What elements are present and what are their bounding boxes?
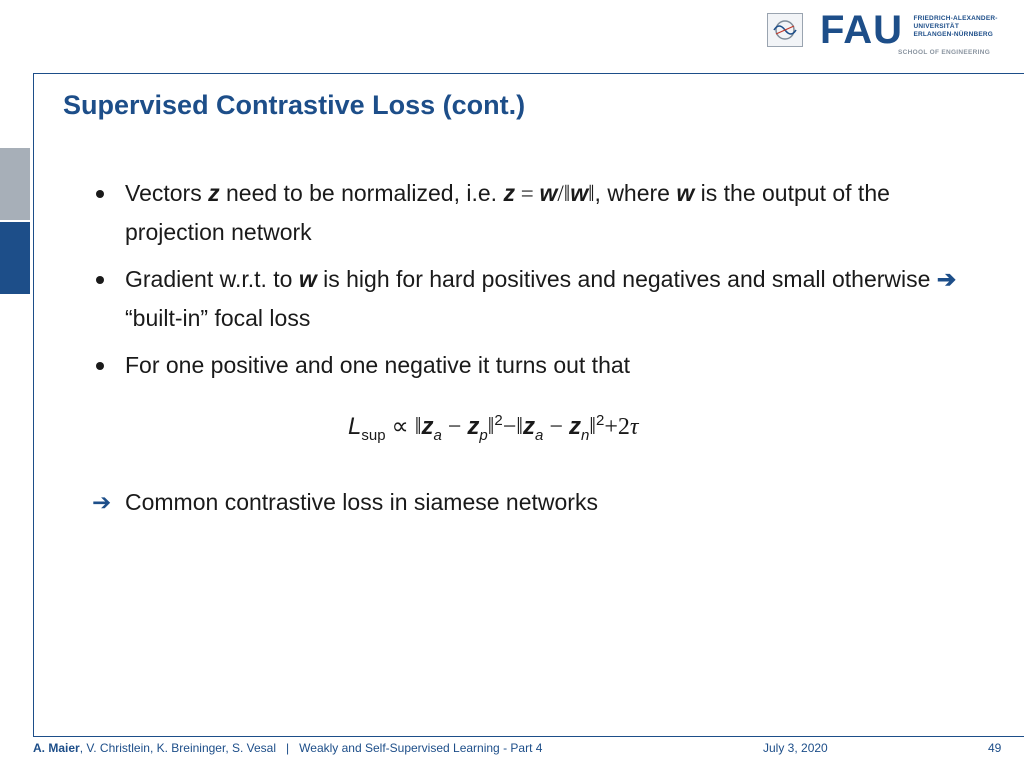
math-var-w: w (570, 180, 589, 206)
lecture-logo-icon (767, 13, 803, 47)
footer-coauthors: , V. Christlein, K. Breininger, S. Vesal (79, 741, 277, 755)
math-var-w: w (676, 180, 695, 206)
text-fragment: Gradient w.r.t. to (125, 266, 299, 292)
university-line-1: FRIEDRICH-ALEXANDER- (913, 15, 998, 22)
math-var-z: z (503, 180, 515, 206)
math-var-w: w (539, 180, 558, 206)
bullet-list (96, 174, 996, 393)
arrow-right-icon: ➔ (936, 266, 957, 292)
formula-z: z (467, 413, 480, 440)
school-name: SCHOOL OF ENGINEERING (898, 49, 991, 56)
university-line-2: UNIVERSITÄT (913, 23, 959, 30)
bullet-item-normalization (96, 174, 996, 252)
formula-z: z (568, 413, 581, 440)
arrow-right-icon: ➔ (92, 489, 112, 515)
text-fragment: Vectors (125, 180, 209, 206)
text-fragment: “built-in” focal loss (125, 305, 311, 331)
slide-title: Supervised Contrastive Loss (cont.) (63, 90, 526, 120)
formula-minus: −‖ (502, 414, 524, 440)
formula-superscript: 2 (494, 412, 503, 429)
formula-subscript: sup (361, 426, 386, 444)
footer-date: July 3, 2020 (763, 741, 828, 755)
footer (33, 741, 1013, 755)
footer-page-number: 49 (988, 741, 1002, 755)
math-norm-open: /‖ (557, 181, 571, 206)
formula-L: L (348, 413, 362, 440)
math-var-z: z (208, 180, 220, 206)
bullet-item-positive-negative (96, 346, 996, 385)
text-fragment: is the output of the projection network (125, 180, 890, 245)
bullet-item-gradient (96, 260, 996, 338)
fau-university-name (913, 15, 997, 39)
formula-minus: − (441, 414, 468, 440)
bullet-dot-icon (96, 190, 104, 198)
side-marker-blue (0, 222, 30, 294)
formula-subscript: a (535, 426, 544, 444)
formula-subscript: p (479, 426, 488, 444)
bullet-dot-icon (96, 276, 104, 284)
text-fragment: is high for hard positives and negatives and small otherwise (316, 266, 937, 292)
formula-plus: +2 (604, 414, 630, 440)
loss-formula (348, 412, 639, 444)
text-fragment: For one positive and one negative it turns out that (125, 352, 631, 378)
formula-norm-close: ‖ (589, 414, 597, 440)
conclusion-text: Common contrastive loss in siamese networks (125, 489, 598, 515)
conclusion-line (92, 486, 598, 518)
formula-z: z (523, 413, 536, 440)
slide-frame (33, 73, 1024, 737)
formula-tau: τ (629, 414, 639, 440)
formula-minus: − (543, 414, 569, 440)
footer-author: A. Maier (33, 741, 80, 755)
fau-logo-letters: FAU (820, 8, 903, 52)
formula-subscript: a (433, 426, 442, 444)
formula-proportional: ∝ ‖ (385, 414, 422, 440)
math-equals: = (514, 181, 540, 206)
bullet-dot-icon (96, 362, 104, 370)
formula-norm-close: ‖ (487, 414, 495, 440)
formula-superscript: 2 (596, 412, 605, 429)
footer-separator: | (286, 741, 290, 755)
side-marker-gray (0, 148, 30, 220)
text-fragment: need to be normalized, i.e. (219, 180, 504, 206)
formula-subscript: n (580, 426, 590, 444)
fau-logo (820, 8, 998, 52)
formula-z: z (421, 413, 434, 440)
university-line-3: ERLANGEN-NÜRNBERG (913, 31, 994, 38)
math-var-w: w (298, 266, 317, 292)
math-norm-close: ‖ (588, 181, 595, 206)
footer-course: Weakly and Self-Supervised Learning - Part 4 (299, 741, 543, 755)
text-fragment: , where (594, 180, 677, 206)
